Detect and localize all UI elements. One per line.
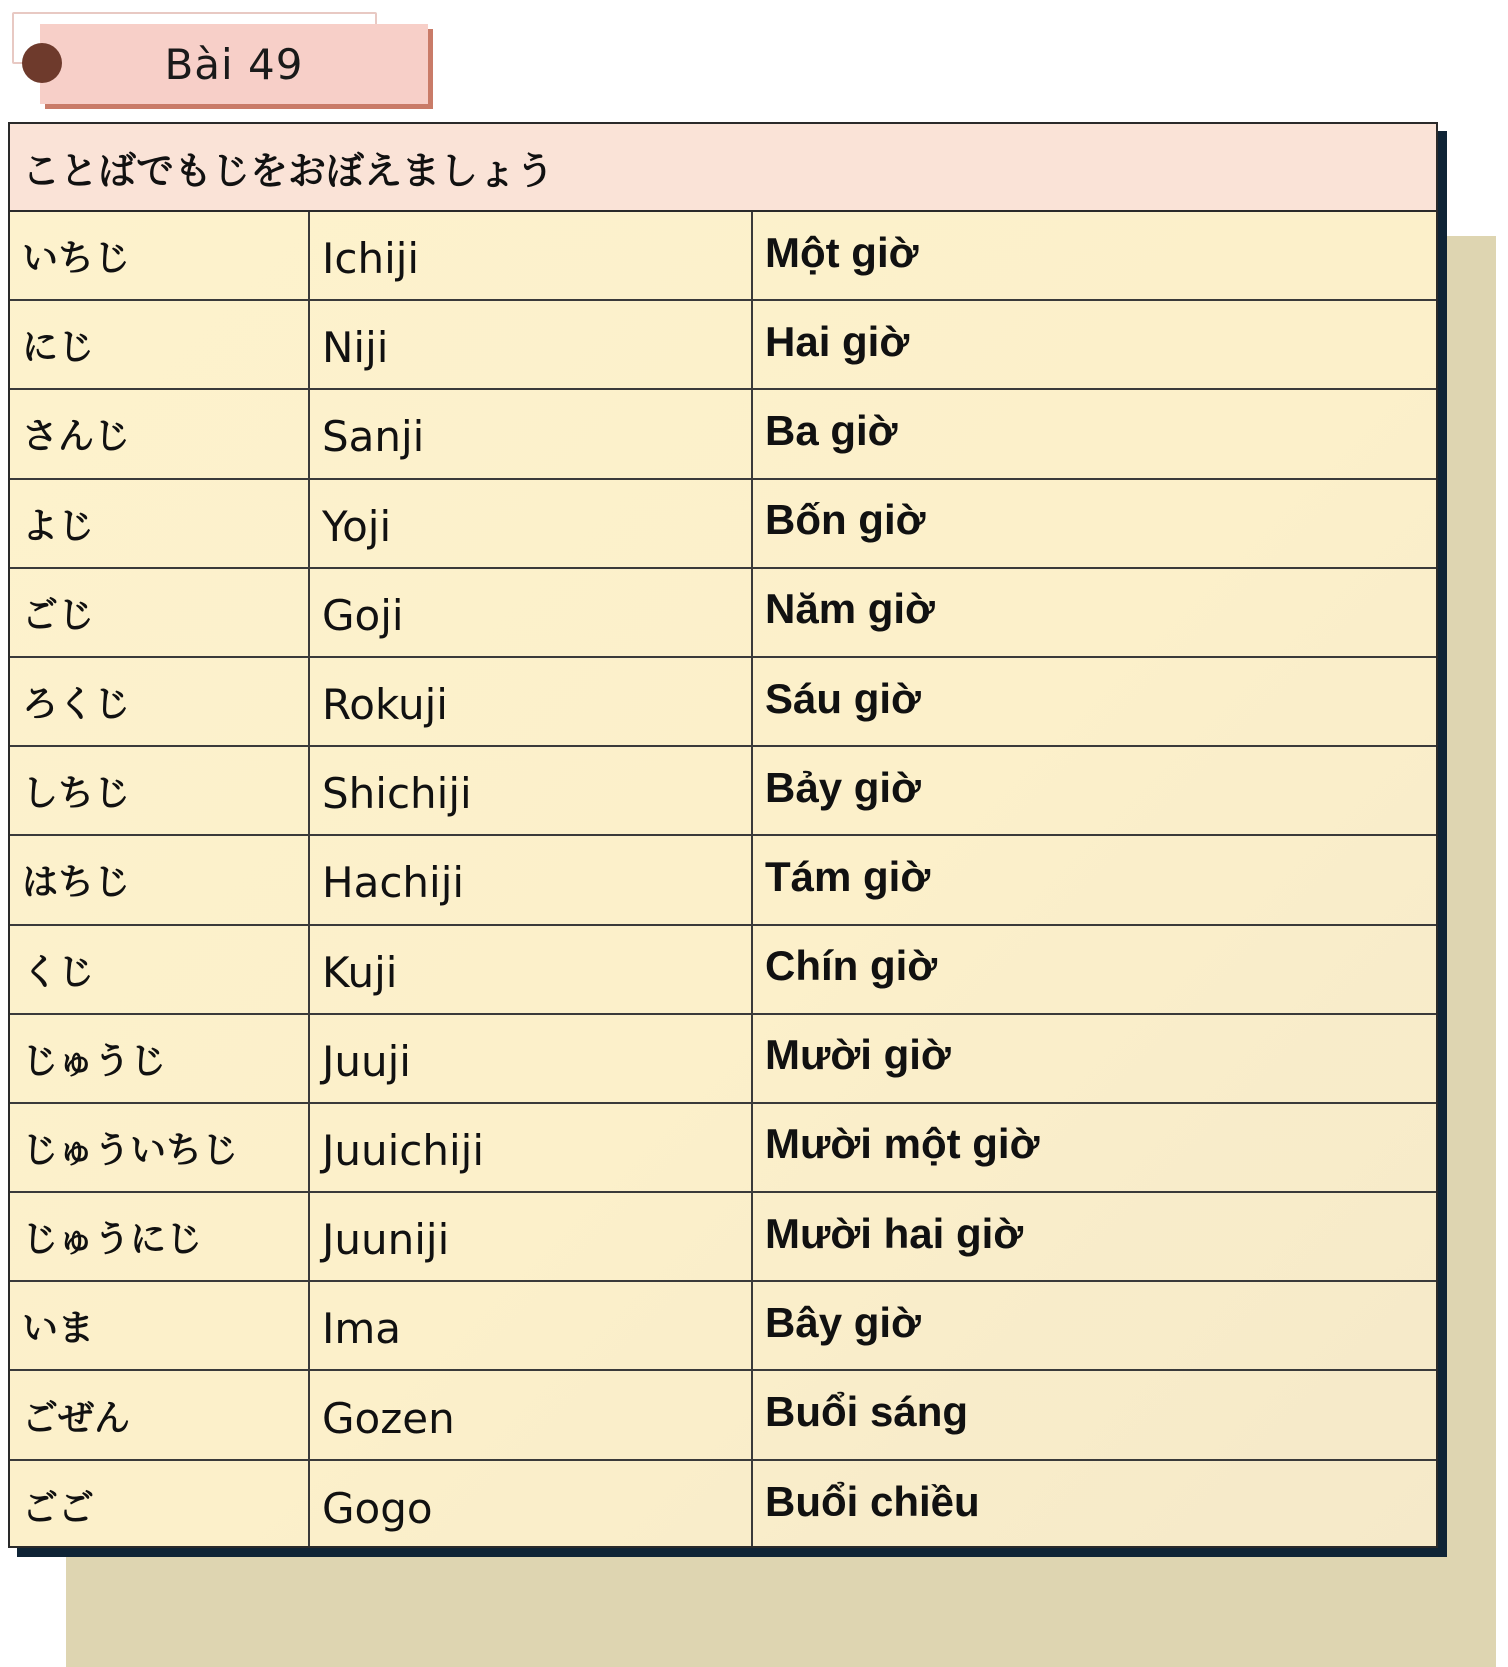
- kana-cell: にじ: [10, 301, 310, 388]
- kana-cell: ごご: [10, 1461, 310, 1548]
- meaning-cell: Sáu giờ: [765, 674, 921, 722]
- kana-cell: はちじ: [10, 836, 310, 923]
- romaji-cell: Ima: [310, 1282, 753, 1369]
- vocabulary-table: [8, 122, 1438, 1548]
- romaji-cell: Rokuji: [310, 658, 753, 745]
- romaji-cell: Yoji: [310, 480, 753, 567]
- table-row: [10, 1104, 1436, 1193]
- romaji-cell: Sanji: [310, 390, 753, 477]
- kana-cell: ろくじ: [10, 658, 310, 745]
- meaning-cell: Bây giờ: [765, 1298, 921, 1346]
- kana-cell: しちじ: [10, 747, 310, 834]
- meaning-cell: Bốn giờ: [765, 496, 926, 544]
- kana-cell: いま: [10, 1282, 310, 1369]
- table-row: [10, 1461, 1436, 1548]
- meaning-cell: Một giờ: [765, 228, 919, 276]
- romaji-cell: Goji: [310, 569, 753, 656]
- table-row: [10, 1282, 1436, 1371]
- kana-cell: ごじ: [10, 569, 310, 656]
- kana-cell: いちじ: [10, 212, 310, 299]
- meaning-cell: Ba giờ: [765, 406, 898, 454]
- meaning-cell: Bảy giờ: [765, 763, 921, 811]
- meaning-cell: Mười một giờ: [765, 1120, 1040, 1168]
- table-row: [10, 658, 1436, 747]
- romaji-cell: Ichiji: [310, 212, 753, 299]
- table-body: [10, 212, 1436, 1548]
- romaji-cell: Juuji: [310, 1015, 753, 1102]
- bullet-dot-icon: [22, 43, 62, 83]
- meaning-cell: Chín giờ: [765, 942, 938, 990]
- table-row: [10, 480, 1436, 569]
- meaning-cell: Tám giờ: [765, 852, 931, 900]
- table-row: [10, 212, 1436, 301]
- romaji-cell: Kuji: [310, 926, 753, 1013]
- table-row: [10, 926, 1436, 1015]
- table-row: [10, 836, 1436, 925]
- table-row: [10, 1015, 1436, 1104]
- romaji-cell: Hachiji: [310, 836, 753, 923]
- meaning-cell: Hai giờ: [765, 317, 910, 365]
- kana-cell: くじ: [10, 926, 310, 1013]
- table-header: ことばでもじをおぼえましょう: [10, 124, 1436, 212]
- kana-cell: ごぜん: [10, 1371, 310, 1458]
- kana-cell: よじ: [10, 480, 310, 567]
- romaji-cell: Shichiji: [310, 747, 753, 834]
- romaji-cell: Juuichiji: [310, 1104, 753, 1191]
- table-row: [10, 1193, 1436, 1282]
- lesson-title: Bài 49: [164, 39, 304, 89]
- romaji-cell: Niji: [310, 301, 753, 388]
- romaji-cell: Gozen: [310, 1371, 753, 1458]
- meaning-cell: Buổi chiều: [765, 1478, 980, 1526]
- kana-cell: さんじ: [10, 390, 310, 477]
- kana-cell: じゅうじ: [10, 1015, 310, 1102]
- kana-cell: じゅういちじ: [10, 1104, 310, 1191]
- table-row: [10, 301, 1436, 390]
- meaning-cell: Mười hai giờ: [765, 1209, 1024, 1257]
- meaning-cell: Mười giờ: [765, 1031, 951, 1079]
- table-row: [10, 390, 1436, 479]
- meaning-cell: Năm giờ: [765, 585, 935, 633]
- meaning-cell: Buổi sáng: [765, 1388, 969, 1436]
- table-row: [10, 1371, 1436, 1460]
- romaji-cell: Juuniji: [310, 1193, 753, 1280]
- kana-cell: じゅうにじ: [10, 1193, 310, 1280]
- table-row: [10, 747, 1436, 836]
- table-row: [10, 569, 1436, 658]
- romaji-cell: Gogo: [310, 1461, 753, 1548]
